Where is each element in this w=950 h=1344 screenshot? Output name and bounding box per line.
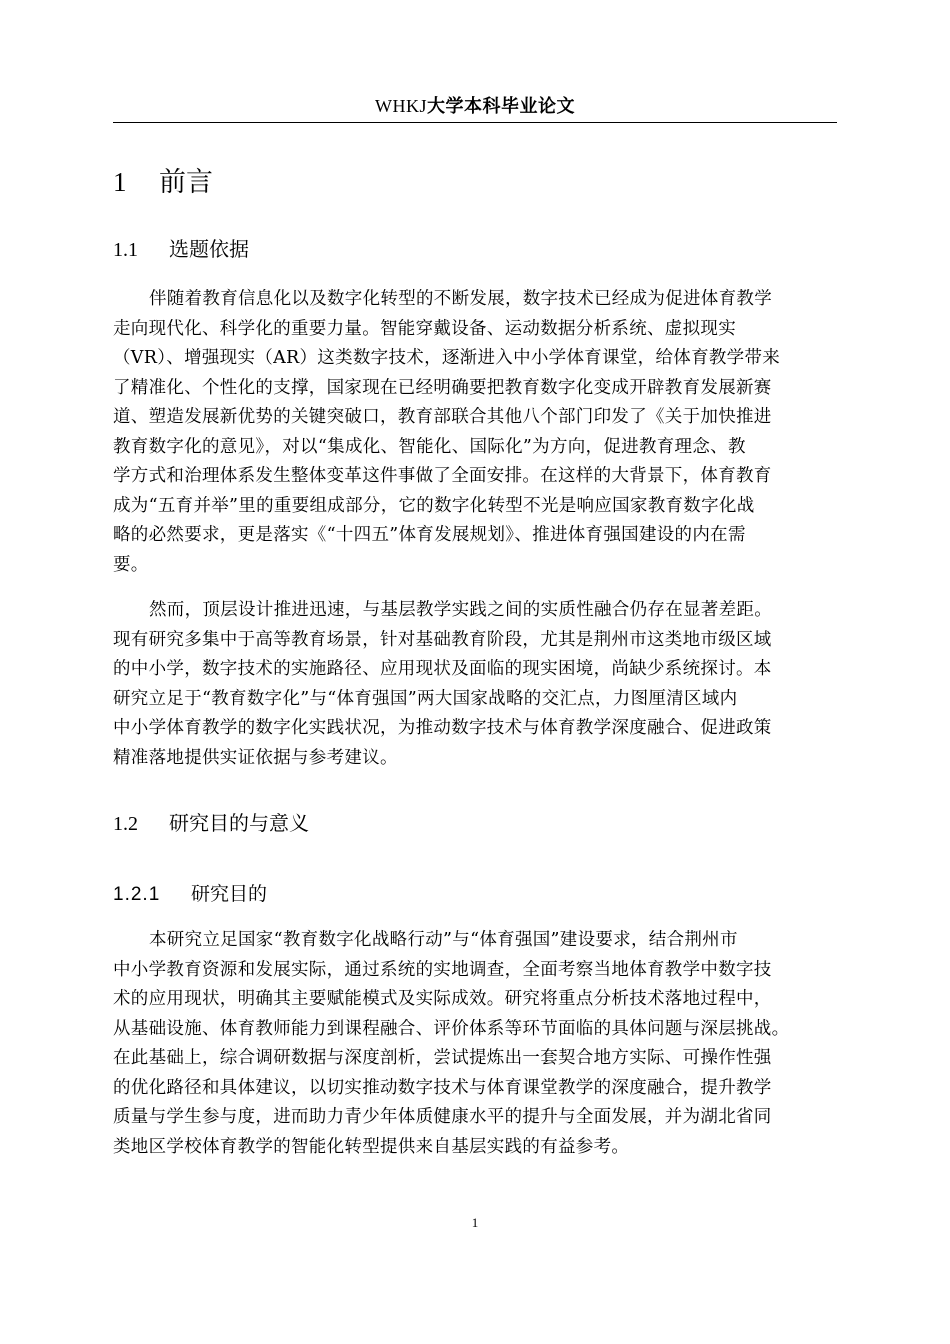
section-number: 1.2.1 [113,884,161,905]
section-1-2-1-heading [113,879,267,906]
paragraph-2 [113,596,873,773]
section-1-1-heading [113,233,249,262]
text-line: 精准落地提供实证依据与参考建议。 [113,747,398,768]
text-line: 要。 [113,554,149,575]
section-number: 1 [113,167,127,197]
text-line: 的中小学，数字技术的实施路径、应用现状及面临的现实困境，尚缺少系统探讨。本 [113,659,772,679]
section-number: 1.1 [113,239,138,261]
section-title: 研究目的 [191,883,268,905]
text-line: 伴随着教育信息化以及数字化转型的不断发展，数字技术已经成为促进体育教学 [149,289,772,309]
text-line: 学方式和治理体系发生整体变革这件事做了全面安排。在这样的大背景下，体育教育 [113,466,772,486]
section-title: 研究目的与意义 [169,811,309,835]
text-line: 研究立足于“教育数字化”与“体育强国”两大国家战略的交汇点，力图厘清区域内 [113,688,738,709]
page-header [113,92,837,123]
text-line: 本研究立足国家“教育数字化战略行动”与“体育强国”建设要求，结合荆州市 [149,930,738,950]
text-line: 质量与学生参与度，进而助力青少年体质健康水平的提升与全面发展，并为湖北省同 [113,1107,772,1127]
text-line: 的优化路径和具体建议，以切实推动数字技术与体育课堂教学的深度融合，提升教学 [113,1077,772,1098]
paragraph-3 [113,926,873,1162]
text-line: 略的必然要求，更是落实《“十四五”体育发展规划》、推进体育强国建设的内在需 [113,525,746,545]
section-title: 前言 [159,167,213,198]
text-line: 从基础设施、体育教师能力到课程融合、评价体系等环节面临的具体问题与深层挑战。 [113,1018,790,1039]
section-number: 1.2 [113,813,138,835]
text-line: 中小学教育资源和发展实际，通过系统的实地调查，全面考察当地体育教学中数字技 [113,959,772,980]
text-line: 道、塑造发展新优势的关键突破口，教育部联合其他八个部门印发了《关于加快推进 [113,407,772,427]
text-line: 类地区学校体育教学的智能化转型提供来自基层实践的有益参考。 [113,1136,630,1157]
header-title: 大学本科毕业论文 [427,96,575,117]
text-line: （VR）、增强现实（AR）这类数字技术，逐渐进入中小学体育课堂，给体育教学带来 [113,348,781,368]
paragraph-1 [113,285,873,580]
section-1-2-heading [113,807,309,836]
text-line: 在此基础上，综合调研数据与深度剖析，尝试提炼出一套契合地方实际、可操作性强 [113,1048,772,1068]
text-line: 了精准化、个性化的支撑，国家现在已经明确要把教育数字化变成开辟教育发展新赛 [113,377,772,398]
text-line: 教育数字化的意见》，对以“集成化、智能化、国际化”为方向，促进教育理念、教 [113,436,746,457]
text-line: 术的应用现状，明确其主要赋能模式及实际成效。研究将重点分析技术落地过程中， [113,989,772,1009]
text-line: 然而，顶层设计推进迅速，与基层教学实践之间的实质性融合仍存在显著差距。 [149,600,772,620]
text-line: 现有研究多集中于高等教育场景，针对基础教育阶段，尤其是荆州市这类地市级区域 [113,629,772,650]
section-1-heading [113,160,213,199]
section-title: 选题依据 [169,237,249,261]
header-code: WHKJ [375,96,427,116]
text-line: 成为“五育并举”里的重要组成部分，它的数字化转型不光是响应国家教育数字化战 [113,495,755,516]
text-line: 中小学体育教学的数字化实践状况，为推动数字技术与体育教学深度融合、促进政策 [113,718,772,738]
page-number: 1 [471,1215,479,1230]
text-line: 走向现代化、科学化的重要力量。智能穿戴设备、运动数据分析系统、虚拟现实 [113,318,736,339]
